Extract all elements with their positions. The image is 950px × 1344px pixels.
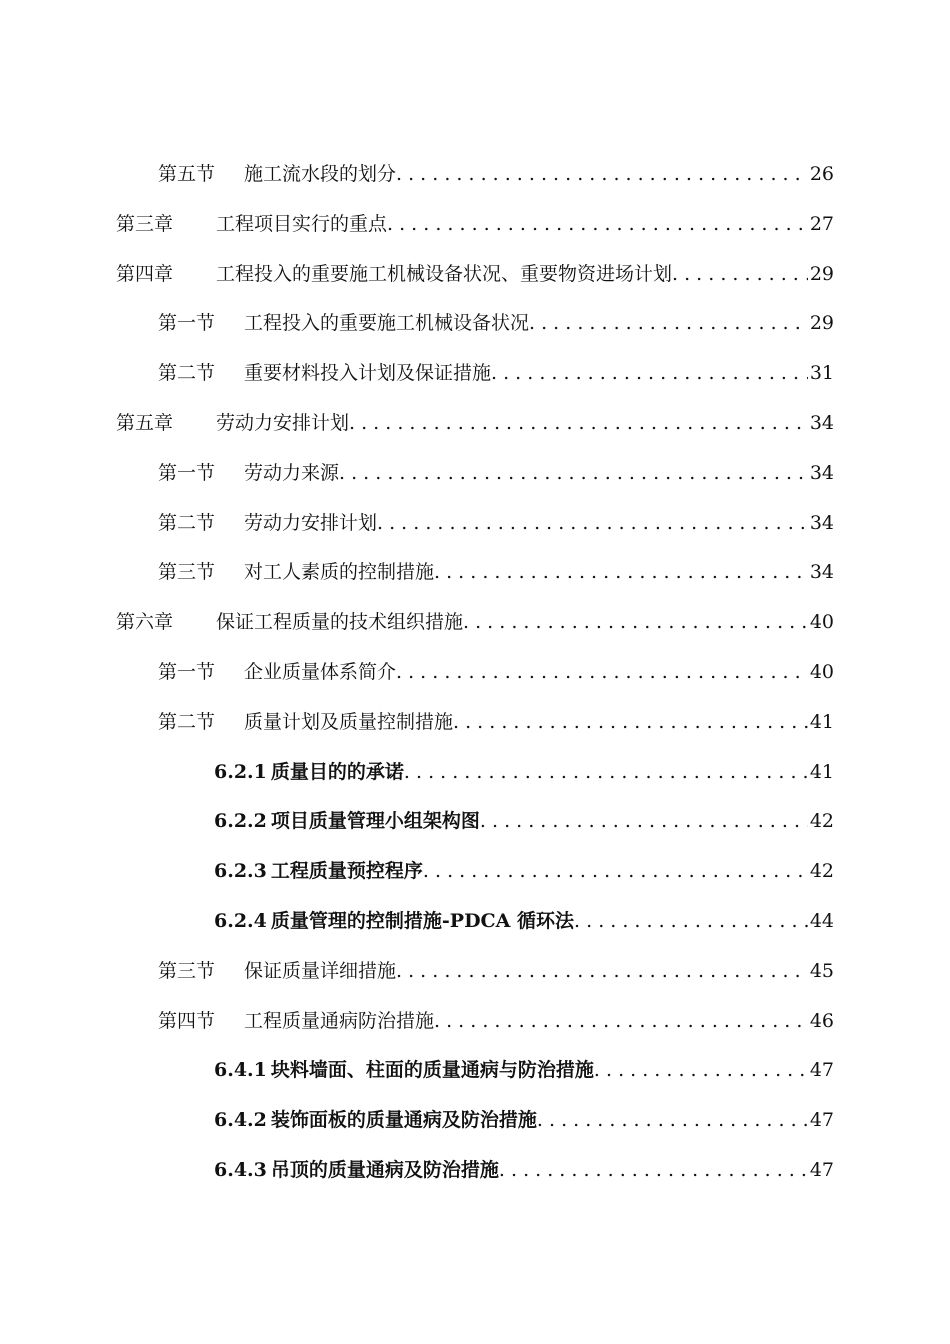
toc-entry[interactable] — [116, 210, 834, 238]
toc-dot-leader — [377, 509, 808, 537]
toc-entry-page-number: 40 — [809, 611, 834, 634]
toc-entry-number: 第一节 — [158, 312, 216, 335]
toc-entry[interactable] — [158, 558, 834, 586]
toc-entry[interactable] — [214, 1106, 834, 1134]
toc-entry-page-number: 44 — [809, 910, 834, 932]
toc-dot-leader — [396, 957, 808, 985]
toc-dot-leader — [537, 1106, 808, 1134]
toc-dot-leader — [453, 708, 808, 736]
toc-entry-page-number: 45 — [809, 959, 834, 982]
toc-dot-leader — [396, 658, 808, 686]
toc-dot-leader — [396, 160, 808, 188]
toc-entry-title: 劳动力安排计划 — [244, 511, 378, 534]
toc-entry[interactable] — [116, 608, 834, 636]
toc-entry-number: 6.2.2 — [214, 810, 267, 833]
toc-entry[interactable] — [214, 907, 834, 935]
toc-entry-number: 6.4.1 — [214, 1059, 267, 1082]
toc-entry-title: 工程质量预控程序 — [270, 860, 423, 883]
toc-entry-title: 质量管理的控制措施-PDCA 循环法 — [270, 910, 575, 932]
toc-dot-leader — [499, 1156, 808, 1184]
toc-entry-title: 工程项目实行的重点 — [216, 212, 388, 235]
toc-entry-number: 6.2.3 — [214, 860, 267, 883]
toc-entry-number: 第四节 — [158, 1009, 216, 1032]
toc-entry[interactable] — [158, 459, 834, 487]
toc-dot-leader — [339, 459, 808, 487]
toc-entry-number: 第三节 — [158, 959, 216, 982]
toc-entry-number: 第二节 — [158, 710, 216, 733]
toc-entry[interactable] — [214, 1056, 834, 1084]
toc-entry-title: 对工人素质的控制措施 — [244, 561, 435, 584]
toc-entry[interactable] — [158, 509, 834, 537]
toc-dot-leader — [463, 608, 808, 636]
toc-entry-number: 6.4.3 — [214, 1159, 267, 1181]
toc-dot-leader — [434, 1007, 808, 1035]
toc-entry-number: 第二节 — [158, 511, 216, 534]
toc-entry-page-number: 47 — [809, 1059, 834, 1082]
toc-entry[interactable] — [116, 409, 834, 437]
toc-entry-number: 第六章 — [116, 611, 174, 634]
toc-entry-page-number: 27 — [809, 212, 834, 235]
toc-entry-number: 第三章 — [116, 212, 174, 235]
toc-entry-page-number: 29 — [809, 262, 834, 285]
toc-entry-page-number: 31 — [809, 362, 834, 385]
toc-entry-page-number: 29 — [809, 312, 834, 335]
toc-entry-page-number: 41 — [809, 760, 834, 783]
toc-entry-title: 工程质量通病防治措施 — [244, 1009, 435, 1032]
toc-entry[interactable] — [214, 857, 834, 885]
toc-dot-leader — [594, 1056, 808, 1084]
toc-entry-title: 项目质量管理小组架构图 — [270, 810, 480, 833]
toc-entry[interactable] — [158, 957, 834, 985]
toc-entry-page-number: 26 — [809, 163, 834, 185]
toc-entry-number: 第五章 — [116, 412, 174, 434]
toc-entry-title: 质量目的的承诺 — [270, 760, 404, 783]
toc-entry[interactable] — [158, 359, 834, 387]
toc-entry-number: 第三节 — [158, 561, 216, 584]
toc-dot-leader — [349, 409, 808, 437]
toc-entry-title: 工程投入的重要施工机械设备状况、重要物资进场计划 — [216, 262, 673, 285]
toc-entry[interactable] — [116, 260, 834, 288]
toc-entry-number: 第二节 — [158, 362, 216, 385]
toc-dot-leader — [480, 807, 808, 835]
toc-entry-title: 保证工程质量的技术组织措施 — [216, 611, 464, 634]
toc-entry-number: 第一节 — [158, 461, 216, 484]
toc-entry-number: 6.4.2 — [214, 1109, 267, 1132]
toc-entry-title: 企业质量体系简介 — [244, 661, 397, 683]
toc-entry-page-number: 42 — [809, 860, 834, 883]
toc-entry[interactable] — [158, 160, 834, 188]
toc-entry-title: 重要材料投入计划及保证措施 — [244, 362, 492, 385]
toc-dot-leader — [491, 359, 808, 387]
toc-dot-leader — [434, 558, 808, 586]
toc-dot-leader — [672, 260, 808, 288]
toc-entry[interactable] — [158, 708, 834, 736]
toc-entry-title: 保证质量详细措施 — [244, 959, 397, 982]
toc-entry-title: 质量计划及质量控制措施 — [244, 710, 454, 733]
toc-entry-title: 装饰面板的质量通病及防治措施 — [270, 1109, 537, 1132]
toc-entry-page-number: 34 — [809, 511, 834, 534]
toc-dot-leader — [404, 758, 808, 786]
toc-entry-page-number: 40 — [809, 661, 834, 683]
toc-entry-title: 施工流水段的划分 — [244, 163, 397, 185]
toc-entry-page-number: 34 — [809, 561, 834, 584]
toc-entry-page-number: 47 — [809, 1109, 834, 1132]
toc-entry-page-number: 34 — [809, 461, 834, 484]
toc-entry-number: 第一节 — [158, 661, 216, 683]
toc-entry-page-number: 46 — [809, 1009, 834, 1032]
toc-dot-leader — [529, 309, 808, 337]
toc-entry-page-number: 34 — [809, 412, 834, 434]
toc-dot-leader — [387, 210, 808, 238]
toc-entry[interactable] — [214, 758, 834, 786]
toc-entry[interactable] — [214, 1156, 834, 1184]
toc-entry[interactable] — [158, 658, 834, 686]
toc-entry-page-number: 41 — [809, 710, 834, 733]
toc-entry-title: 块料墙面、柱面的质量通病与防治措施 — [270, 1059, 594, 1082]
toc-entry-number: 6.2.4 — [214, 910, 267, 932]
toc-entry-page-number: 42 — [809, 810, 834, 833]
toc-entry-number: 第五节 — [158, 163, 216, 185]
toc-entry-page-number: 47 — [809, 1159, 834, 1181]
toc-entry-title: 劳动力安排计划 — [216, 412, 350, 434]
toc-entry-title: 劳动力来源 — [244, 461, 340, 484]
toc-entry[interactable] — [214, 807, 834, 835]
toc-entry-number: 6.2.1 — [214, 760, 267, 783]
toc-entry-title: 吊顶的质量通病及防治措施 — [270, 1159, 499, 1181]
toc-dot-leader — [423, 857, 808, 885]
toc-entry-number: 第四章 — [116, 262, 174, 285]
toc-entry-title: 工程投入的重要施工机械设备状况 — [244, 312, 530, 335]
toc-entry[interactable] — [158, 1007, 834, 1035]
toc-dot-leader — [574, 907, 808, 935]
toc-entry[interactable] — [158, 309, 834, 337]
